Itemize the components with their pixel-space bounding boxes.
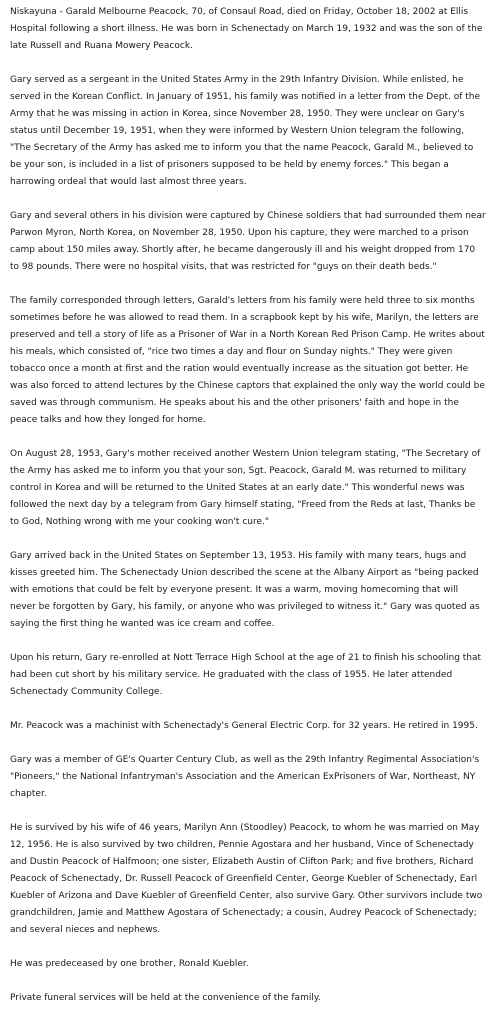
paragraph-memberships: Gary was a member of GE's Quarter Century Club, as well as the 29th Infantry Regimental Association's "Pioneers," the National Infantryman's Association and the American ExPrisoners of War, Northeast, NY chapter. [10,755,480,799]
paragraph-military-service: Gary served as a sergeant in the United States Army in the 29th Infantry Division. While enlisted, he served in the Korean Conflict. In January of 1951, his family was notified in a letter from the Dept. of the Army that he was missing in action in Korea, since November 28, 1950. They were unclear on Gary's status until December 19, 1951, when they were informed by Western Union telegram the following, "The Secretary of the Army has asked me to inform you that the name Peacock, Garald M., believed to be your son, is included in a list of prisoners supposed to be held by enemy forces." This began a harrowing ordeal that would last almost three years. [10,75,481,187]
paragraph-funeral-services: Private funeral services will be held at the convenience of the family. [10,993,321,1003]
paragraph-survivors: He is survived by his wife of 46 years, Marilyn Ann (Stoodley) Peacock, to whom he was married on May 12, 1956. He is also survived by two children, Pennie Agostara and her husband, Vince of Schenectady and Dustin Peacock of Halfmoon; one sister, Elizabeth Austin of Clifton Park; and five brothers, Richard Peacock of Schenectady, Dr. Russell Peacock of Greenfield Center, George Kuebler of Schenectady, Earl Kuebler of Arizona and Dave Kuebler of Greenfield Center, also survive Gary. Other survivors include two grandchildren, Jamie and Matthew Agostara of Schenectady; a cousin, Audrey Peacock of Schenectady; and several nieces and nephews. [10,823,483,935]
paragraph-release-telegram: On August 28, 1953, Gary's mother received another Western Union telegram stating, "The Secretary of the Army has asked me to inform you that your son, Sgt. Peacock, Garald M. was returned to military control in Korea and will be returned to the United States at an early date." This wonderful news was followed the next day by a telegram from Gary himself stating, "Freed from the Reds at last, Thanks be to God, Nothing wrong with me your cooking won't cure." [10,449,481,527]
paragraph-education: Upon his return, Gary re-enrolled at Nott Terrace High School at the age of 21 to finish his schooling that had been cut short by his military service. He graduated with the class of 1955. He later attended Schenectady Community College. [10,653,482,697]
paragraph-career: Mr. Peacock was a machinist with Schenectady's General Electric Corp. for 32 years. He retired in 1995. [10,721,478,731]
paragraph-predeceased: He was predeceased by one brother, Ronald Kuebler. [10,959,249,969]
paragraph-death-notice: Niskayuna - Garald Melbourne Peacock, 70, of Consaul Road, died on Friday, October 18, 2002 at Ellis Hospital following a short illness. He was born in Schenectady on March 19, 1932 and was the son of the late Russell and Ruana Mowery Peacock. [10,7,483,51]
paragraph-homecoming: Gary arrived back in the United States on September 13, 1953. His family with many tears, hugs and kisses greeted him. The Schenectady Union described the scene at the Albany Airport as "being packed with emotions that could be felt by everyone present. It was a warm, moving homecoming that will never be forgotten by Gary, his family, or anyone who was privileged to witness it." Gary was quoted as saying the first thing he wanted was ice cream and coffee. [10,551,480,629]
paragraph-capture: Gary and several others in his division were captured by Chinese soldiers that had surrounded them near Parwon Myron, North Korea, on November 28, 1950. Upon his capture, they were marched to a prison camp about 150 miles away. Shortly after, he became dangerously ill and his weight dropped from 170 to 98 pounds. There were no hospital visits, that was restricted for "guys on their death beds." [10,211,486,272]
paragraph-letters: The family corresponded through letters, Garald's letters from his family were held three to six months sometimes before he was allowed to read them. In a scrapbook kept by his wife, Marilyn, the letters are preserved and tell a story of life as a Prisoner of War in a North Korean Red Prison Camp. He writes about his meals, which consisted of, "rice two times a day and flour on Sunday nights." They were given tobacco once a month at first and the ration would eventually increase as the situation got better. He was also forced to attend lectures by the Chinese captors that explained the only way the world could be saved was through communism. He speaks about his and the other prisoners' faith and hope in the peace talks and how they longed for home. [10,296,485,425]
obituary-document [10,4,486,1024]
